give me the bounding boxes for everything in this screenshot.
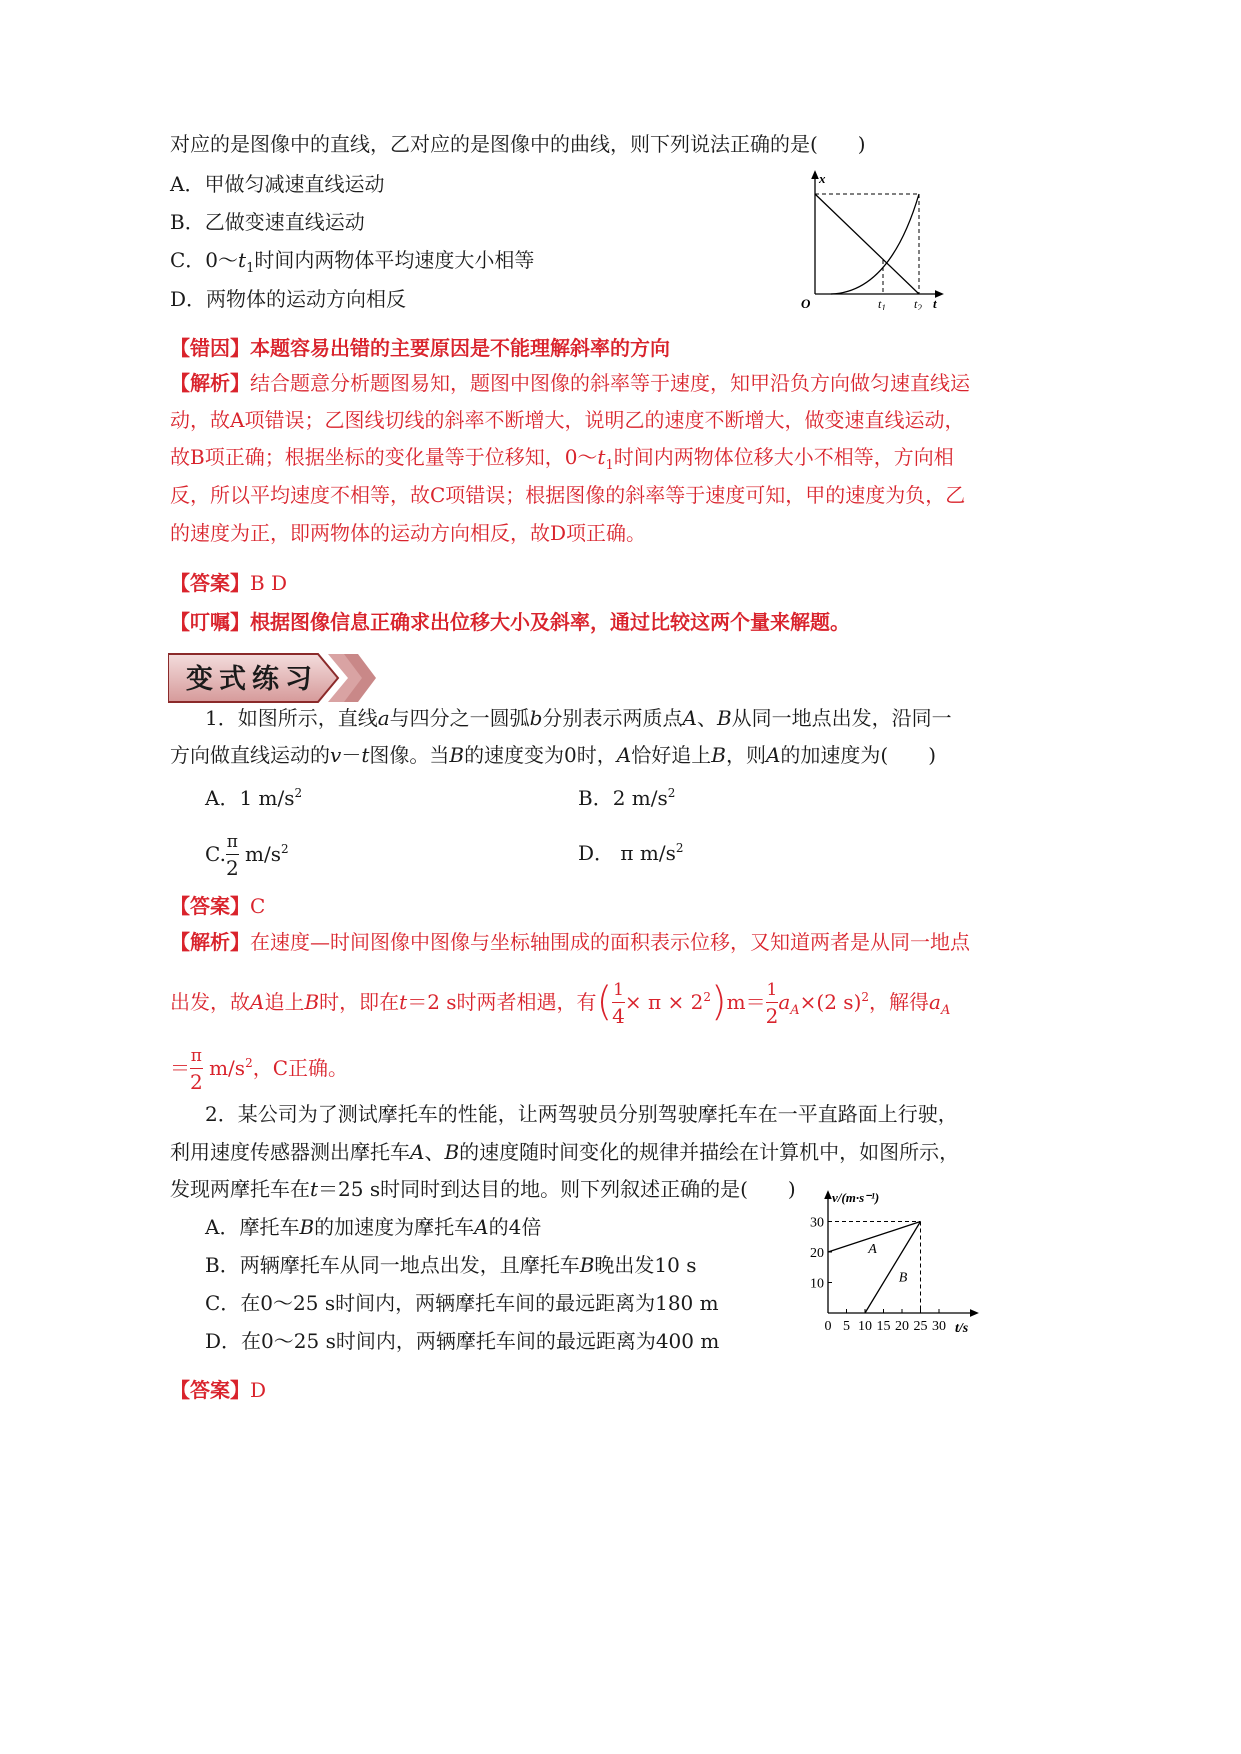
x-tick-label: 15 [876, 1319, 891, 1334]
x-axis-label: t/s [955, 1321, 969, 1336]
q2-option-b: B．两辆摩托车从同一地点出发，且摩托车B晚出发10 s [205, 1253, 697, 1277]
line-jia [815, 194, 919, 294]
q1-option-b: B．2 $m/s^2$ [578, 786, 676, 810]
series-line-B [865, 1222, 921, 1314]
series-label-B: B [898, 1270, 908, 1286]
error-cause: 【错因】本题容易出错的主要原因是不能理解斜率的方向 [170, 336, 670, 360]
x-tick-label: 30 [932, 1319, 946, 1334]
q2-option-d: D．在0～25 s时间内，两辆摩托车间的最远距离为400 m [205, 1329, 720, 1353]
y-tick-label: 30 [810, 1215, 824, 1231]
curve-yi [831, 194, 919, 294]
q1-option-d: D． π $m/s^2$ [578, 841, 684, 865]
x-tick-label: 5 [843, 1319, 850, 1334]
t2-label: $t_2$ [914, 297, 922, 310]
q1-stem-line-2: 方向做直线运动的v－t图像。当B的速度变为0时，A恰好追上B，则A的加速度为( ) [170, 743, 937, 767]
option-a: A．甲做匀减速直线运动 [170, 172, 385, 196]
x-tick-label: 10 [858, 1319, 872, 1334]
q2-stem-line-3: 发现两摩托车在t＝25 s时同时到达目的地。则下列叙述正确的是( ) [170, 1177, 796, 1201]
q2-option-a: A．摩托车B的加速度为摩托车A的4倍 [205, 1215, 542, 1239]
x-tick-label: 0 [824, 1319, 832, 1334]
y-tick-label: 10 [810, 1276, 824, 1292]
analysis-line-1: 【解析】结合题意分析题图易知，题图中图像的斜率等于速度，知甲沿负方向做匀速直线运 [170, 371, 970, 395]
t1-label: $t_1$ [878, 297, 886, 310]
banner-title: 变式练习 [186, 664, 318, 695]
analysis-line-3: 故B项正确；根据坐标的变化量等于位移知，$0\sim t_1$时间内两物体位移大小不相等，方向相 [170, 445, 954, 473]
answer-q1: 【答案】C [170, 894, 266, 918]
vt-chart [795, 1186, 985, 1336]
answer-q0: 【答案】B D [170, 571, 288, 595]
x-axis-label: t [933, 296, 937, 310]
section-banner [168, 652, 378, 704]
analysis-line-4: 反，所以平均速度不相等，故C项错误；根据图像的斜率等于速度可知，甲的速度为负，乙 [170, 483, 966, 507]
option-c: C．$0\sim t_1$时间内两物体平均速度大小相等 [170, 248, 535, 276]
question-stem: 对应的是图像中的直线，乙对应的是图像中的曲线，则下列说法正确的是( ) [170, 132, 866, 156]
q1-option-a: A．1 $m/s^2$ [205, 786, 303, 810]
option-d: D．两物体的运动方向相反 [170, 287, 407, 311]
q1-option-c: C. $\frac{\pi}{2}$ $m/s^2$ [205, 832, 289, 880]
xt-graph [795, 168, 955, 310]
origin-label: O [801, 296, 811, 310]
series-label-A: A [868, 1241, 877, 1257]
tip: 【叮嘱】根据图像信息正确求出位移大小及斜率，通过比较这两个量来解题。 [170, 610, 850, 634]
q1-analysis-line-3: ＝ $\frac{\pi}{2}$ $m/s^2$，C正确。 [170, 1046, 349, 1094]
q1-analysis-line-1: 【解析】在速度—时间图像中图像与坐标轴围成的面积表示位移，又知道两者是从同一地点 [170, 930, 970, 954]
q2-stem-line-2: 利用速度传感器测出摩托车A、B的速度随时间变化的规律并描绘在计算机中，如图所示， [170, 1140, 960, 1164]
q1-stem-line-1: 1．如图所示，直线a与四分之一圆弧b分别表示两质点A、B从同一地点出发，沿同一 [205, 706, 952, 730]
option-b: B．乙做变速直线运动 [170, 210, 365, 234]
q2-stem-line-1: 2．某公司为了测试摩托车的性能，让两驾驶员分别驾驶摩托车在一平直路面上行驶， [205, 1102, 958, 1126]
x-tick-label: 25 [913, 1319, 928, 1334]
q2-option-c: C．在0～25 s时间内，两辆摩托车间的最远距离为180 m [205, 1291, 719, 1315]
answer-q2: 【答案】D [170, 1378, 267, 1402]
y-axis-label: v/(m·s⁻¹) [832, 1190, 880, 1205]
analysis-line-5: 的速度为正，即两物体的运动方向相反，故D项正确。 [170, 521, 647, 545]
y-tick-label: 20 [810, 1246, 824, 1261]
y-axis-label: x [819, 171, 826, 186]
q1-analysis-line-2: 出发，故A追上B时，即在t＝2 s时两者相遇，有( $\frac{1}{4}$ × $\pi \times 2^2)m=$ $\frac{1}{2}$ $a_A\times(2$ s)$^2$，解得$a_A$ [170, 979, 951, 1028]
analysis-line-2: 动，故A项错误；乙图线切线的斜率不断增大，说明乙的速度不断增大，做变速直线运动， [170, 408, 965, 432]
x-tick-label: 20 [895, 1319, 909, 1334]
